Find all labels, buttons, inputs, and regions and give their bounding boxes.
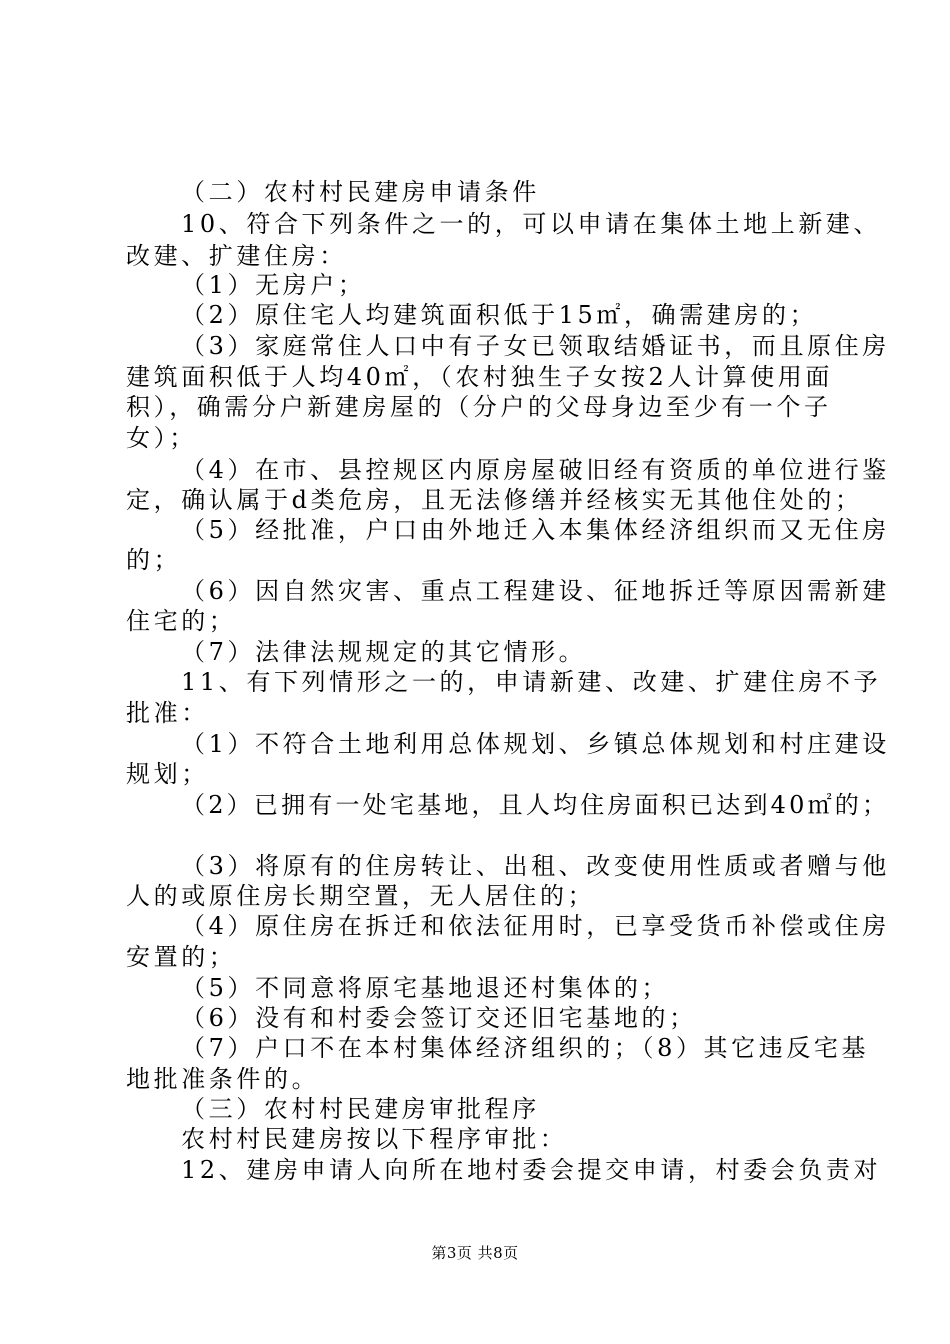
paragraph-line: 11、有下列情形之一的，申请新建、改建、扩建住房不予 <box>181 668 882 696</box>
paragraph-line: 地批准条件的。 <box>126 1065 320 1093</box>
paragraph-line: （1）无房户； <box>181 271 366 299</box>
paragraph-line: 10、符合下列条件之一的，可以申请在集体土地上新建、 <box>181 210 882 238</box>
paragraph-line: 建筑面积低于人均40㎡，（农村独生子女按2人计算使用面 <box>126 363 834 391</box>
paragraph-line: 规划； <box>126 760 209 788</box>
paragraph-line: 住宅的； <box>126 607 237 635</box>
paragraph-line: （3）家庭常住人口中有子女已领取结婚证书，而且原住房 <box>181 332 890 360</box>
paragraph-line: （2）已拥有一处宅基地，且人均住房面积已达到40㎡的； <box>181 791 890 819</box>
paragraph-line: 农村村民建房按以下程序审批： <box>181 1125 568 1153</box>
paragraph-line: 的； <box>126 546 182 574</box>
paragraph-line: （7）法律法规规定的其它情形。 <box>181 638 587 666</box>
paragraph-line: 女）； <box>126 424 197 452</box>
section-heading: （二）农村村民建房申请条件 <box>181 178 540 206</box>
paragraph-line: 12、建房申请人向所在地村委会提交申请，村委会负责对 <box>181 1156 882 1184</box>
page-number-footer: 第3页 共8页 <box>431 1244 519 1262</box>
paragraph-line: （6）没有和村委会签订交还旧宅基地的； <box>181 1004 697 1032</box>
paragraph-line: （6）因自然灾害、重点工程建设、征地拆迁等原因需新建 <box>181 577 890 605</box>
paragraph-line: （1）不符合土地利用总体规划、乡镇总体规划和村庄建设 <box>181 730 890 758</box>
paragraph-line: （4）原住房在拆迁和依法征用时，已享受货币补偿或住房 <box>181 912 890 940</box>
paragraph-line: （7）户口不在本村集体经济组织的；（8）其它违反宅基 <box>181 1034 870 1062</box>
paragraph-line: （2）原住宅人均建筑面积低于15㎡，确需建房的； <box>181 301 818 329</box>
paragraph-line: 批准： <box>126 699 209 727</box>
paragraph-line: （4）在市、县控规区内原房屋破旧经有资质的单位进行鉴 <box>181 456 890 484</box>
paragraph-line: 人的或原住房长期空置，无人居住的； <box>126 882 596 910</box>
paragraph-line: 积），确需分户新建房屋的（分户的父母身边至少有一个子 <box>126 393 832 421</box>
paragraph-line: 安置的； <box>126 943 237 971</box>
paragraph-line: （5）不同意将原宅基地退还村集体的； <box>181 974 670 1002</box>
paragraph-line: （3）将原有的住房转让、出租、改变使用性质或者赠与他 <box>181 852 890 880</box>
paragraph-line: 改建、扩建住房： <box>126 242 347 270</box>
paragraph-line: 定，确认属于d类危房，且无法修缮并经核实无其他住处的； <box>126 486 863 514</box>
paragraph-line: （5）经批准，户口由外地迁入本集体经济组织而又无住房 <box>181 516 890 544</box>
section-heading: （三）农村村民建房审批程序 <box>181 1095 540 1123</box>
